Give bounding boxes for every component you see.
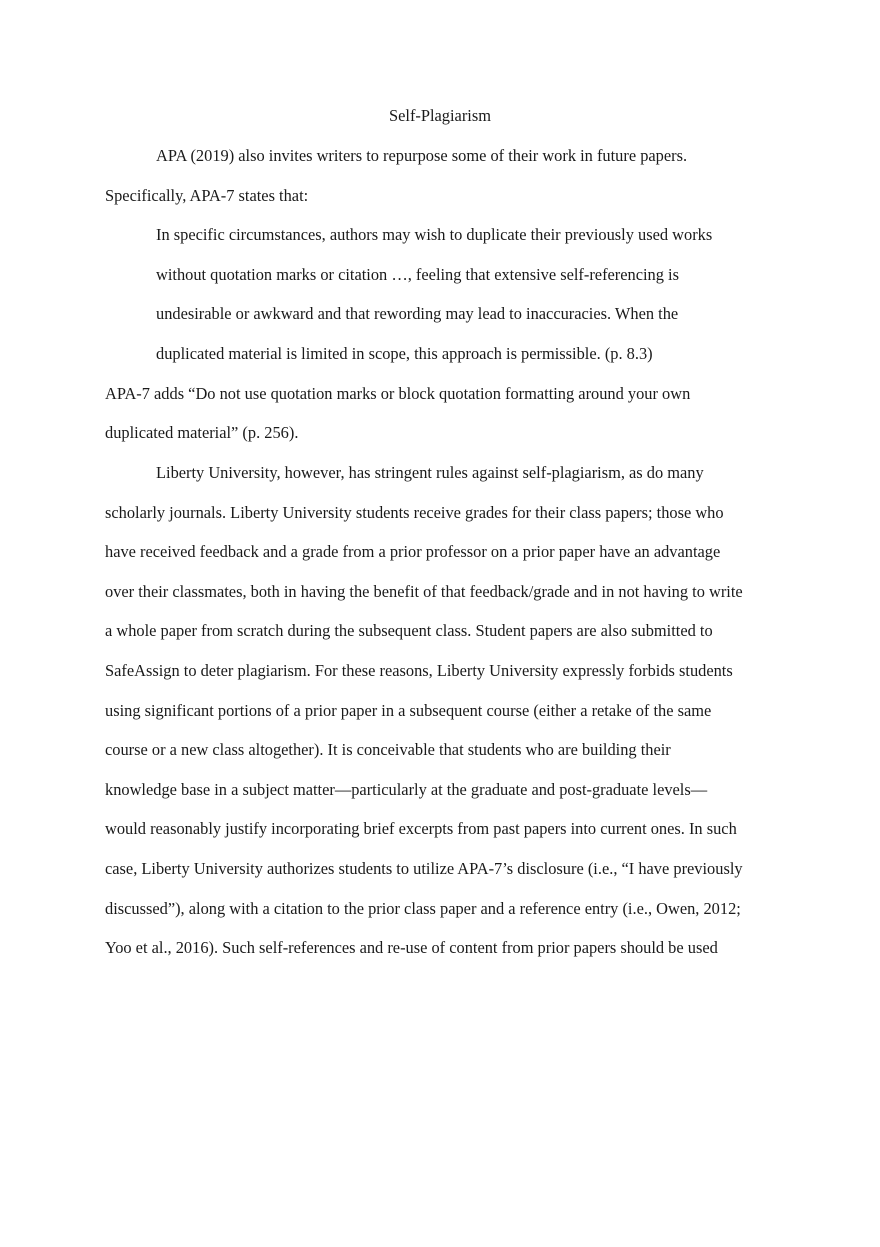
paragraph-line: over their classmates, both in having the benefit of that feedback/grade and in not having to write <box>105 582 743 601</box>
paragraph-line: case, Liberty University authorizes students to utilize APA-7’s disclosure (i.e., “I have previously <box>105 859 743 878</box>
paragraph-line: discussed”), along with a citation to the prior class paper and a reference entry (i.e., Owen, 2012; <box>105 899 741 918</box>
paragraph-line: using significant portions of a prior paper in a subsequent course (either a retake of the same <box>105 701 712 720</box>
paragraph-line: a whole paper from scratch during the subsequent class. Student papers are also submitted to <box>105 621 713 640</box>
paragraph-line: SafeAssign to deter plagiarism. For these reasons, Liberty University expressly forbids students <box>105 661 733 680</box>
block-quote-line: duplicated material is limited in scope, this approach is permissible. (p. 8.3) <box>156 344 653 363</box>
paragraph-line: duplicated material” (p. 256). <box>105 423 299 442</box>
block-quote-line: without quotation marks or citation …, feeling that extensive self-referencing is <box>156 265 679 284</box>
paragraph-line: have received feedback and a grade from a prior professor on a prior paper have an advantage <box>105 542 721 561</box>
paragraph-line: Specifically, APA-7 states that: <box>105 186 309 205</box>
page-title: Self-Plagiarism <box>389 106 491 125</box>
paragraph-line: APA (2019) also invites writers to repurpose some of their work in future papers. <box>156 146 688 165</box>
paragraph-line: Liberty University, however, has stringent rules against self-plagiarism, as do many <box>156 463 704 482</box>
paragraph-line: scholarly journals. Liberty University students receive grades for their class papers; those who <box>105 503 724 522</box>
paragraph-line: would reasonably justify incorporating brief excerpts from past papers into current ones. In such <box>105 819 737 838</box>
paragraph-line: APA-7 adds “Do not use quotation marks or block quotation formatting around your own <box>105 384 691 403</box>
paragraph-line: knowledge base in a subject matter—particularly at the graduate and post-graduate levels— <box>105 780 708 799</box>
block-quote-line: undesirable or awkward and that rewording may lead to inaccuracies. When the <box>156 304 679 323</box>
paragraph-line: Yoo et al., 2016). Such self-references and re-use of content from prior papers should be used <box>105 938 718 957</box>
block-quote-line: In specific circumstances, authors may wish to duplicate their previously used works <box>156 225 713 244</box>
paragraph-line: course or a new class altogether). It is conceivable that students who are building their <box>105 740 671 759</box>
